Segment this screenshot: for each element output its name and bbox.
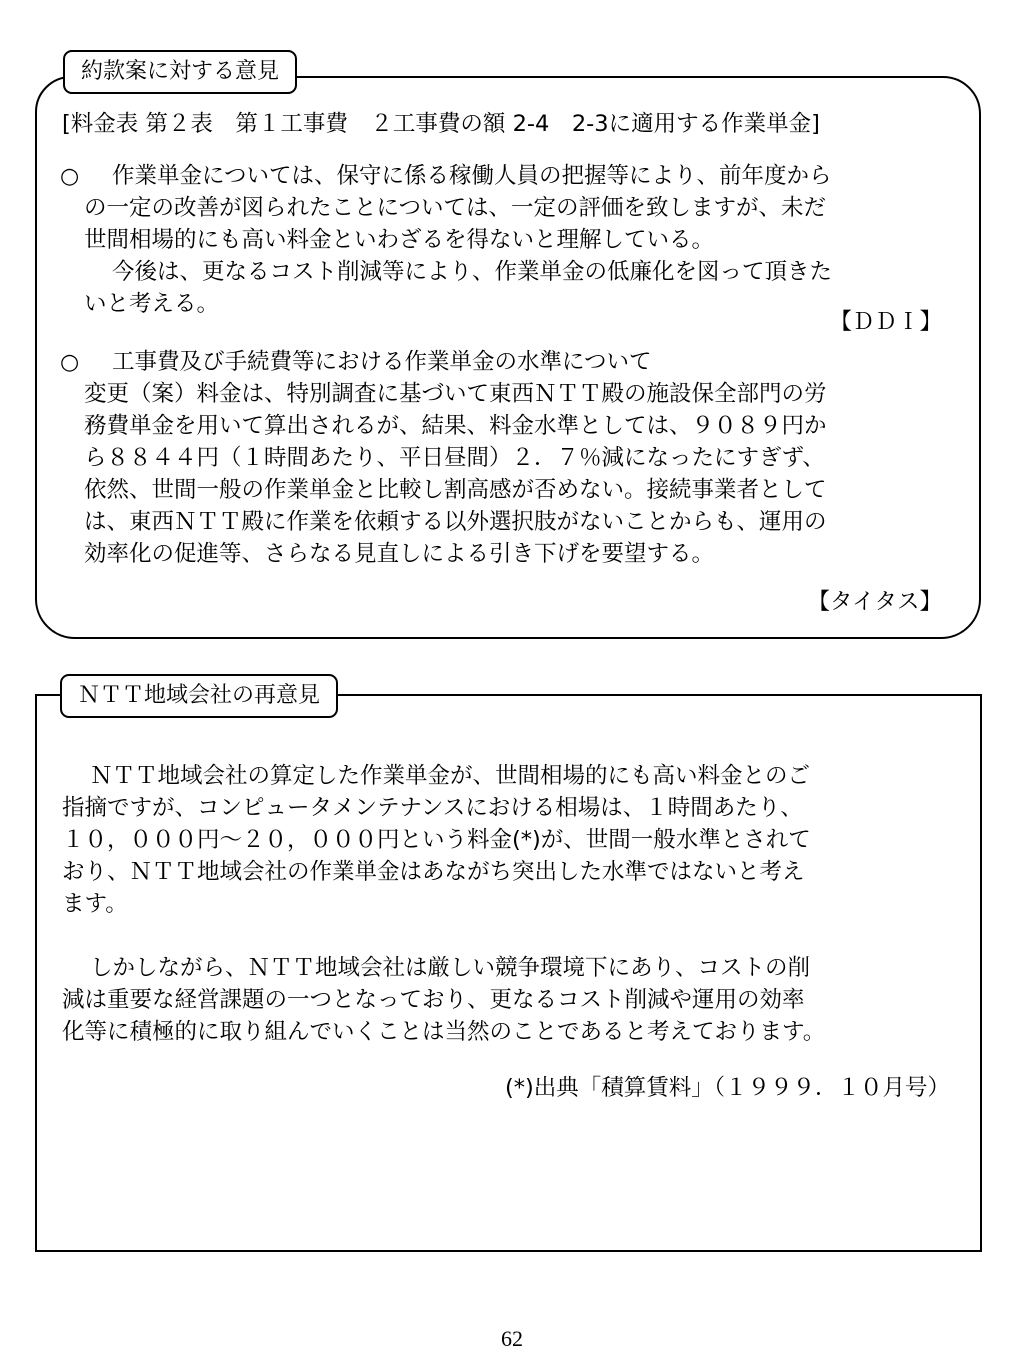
tariff-heading: [料金表 第２表 第１工事費 ２工事費の額 2-4 2-3に適用する作業単金] <box>62 111 820 137</box>
opinion1-line: 作業単金については、保守に係る稼働人員の把握等により、前年度から <box>112 163 832 189</box>
opinion2-line: 効率化の促進等、さらなる見直しによる引き下げを要望する。 <box>84 541 715 567</box>
ntt-paragraph2-line: しかしながら、ＮＴＴ地域会社は厳しい競争環境下にあり、コストの削 <box>90 955 811 981</box>
opinion1-line: いと考える。 <box>84 291 220 317</box>
ntt-paragraph1-line: おり、ＮＴＴ地域会社の作業単金はあながち突出した水準ではないと考え <box>62 859 805 885</box>
opinion2-source: 【タイタス】 <box>807 589 942 615</box>
bullet-icon: ○ <box>60 164 80 189</box>
opinion2-line: 依然、世間一般の作業単金と比較し割高感が否めない。接続事業者として <box>84 477 827 503</box>
opinion2-line: 変更（案）料金は、特別調査に基づいて東西ＮＴＴ殿の施設保全部門の労 <box>84 381 827 407</box>
ntt-paragraph1-line: 指摘ですが、コンピュータメンテナンスにおける相場は、１時間あたり、 <box>62 795 803 821</box>
opinion-box-title: 約款案に対する意見 <box>63 50 297 94</box>
opinion2-line: 工事費及び手続費等における作業単金の水準について <box>112 349 652 375</box>
page-number: 62 <box>501 1326 523 1351</box>
ntt-paragraph2-line: 化等に積極的に取り組んでいくことは当然のことであると考えております。 <box>62 1019 826 1045</box>
opinion2-line: は、東西ＮＴＴ殿に作業を依頼する以外選択肢がないことからも、運用の <box>84 509 827 535</box>
ntt-paragraph1-line: １０，０００円～２０，０００円という料金(*)が、世間一般水準とされて <box>62 827 811 853</box>
ntt-paragraph1-line: ます。 <box>62 891 128 917</box>
opinion1-source: 【ＤＤＩ】 <box>829 309 942 335</box>
ntt-reopinion-title: ＮＴＴ地域会社の再意見 <box>60 674 338 718</box>
opinion1-line: 今後は、更なるコスト削減等により、作業単金の低廉化を図って頂きた <box>112 259 833 285</box>
ntt-paragraph1-line: ＮＴＴ地域会社の算定した作業単金が、世間相場的にも高い料金とのご <box>90 763 811 789</box>
ntt-paragraph2-line: 減は重要な経営課題の一つとなっており、更なるコスト削減や運用の効率 <box>62 987 805 1013</box>
source-note: (*)出典「積算賃料」（１９９９．１０月号） <box>504 1075 950 1101</box>
opinion1-line: 世間相場的にも高い料金といわざるを得ないと理解している。 <box>84 227 715 253</box>
bullet-icon: ○ <box>60 350 80 375</box>
opinion1-line: の一定の改善が図られたことについては、一定の評価を致しますが、未だ <box>84 195 827 221</box>
opinion2-line: ら８８４４円（１時間あたり、平日昼間）２．７％減になったにすぎず、 <box>84 445 825 471</box>
opinion2-line: 務費単金を用いて算出されるが、結果、料金水準としては、９０８９円か <box>84 413 827 439</box>
